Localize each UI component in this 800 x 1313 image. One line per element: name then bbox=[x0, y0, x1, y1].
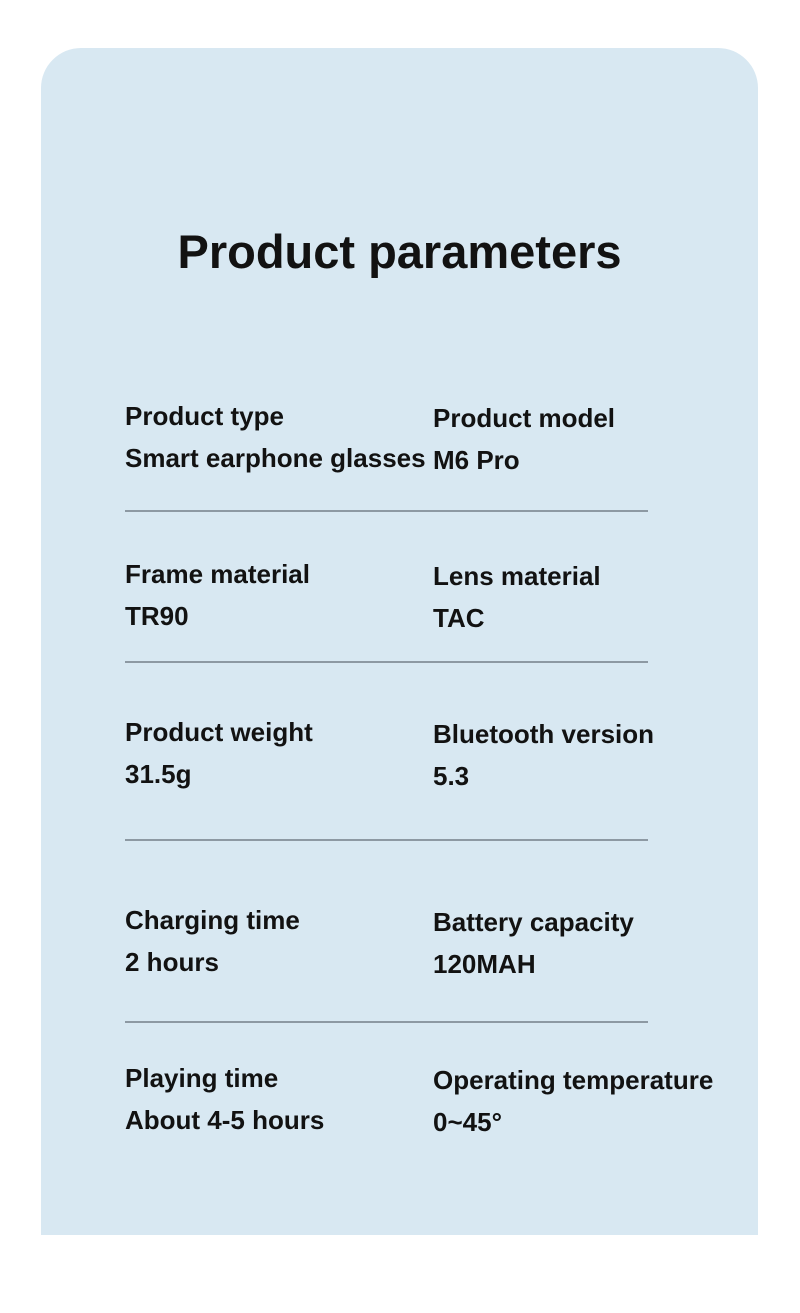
divider bbox=[125, 1021, 648, 1023]
spec-value-charging-time: 2 hours bbox=[125, 947, 219, 977]
spec-cell bbox=[125, 717, 433, 789]
spec-value-lens-material: TAC bbox=[433, 603, 485, 633]
spec-cell bbox=[433, 907, 758, 979]
spec-value-battery-capacity: 120MAH bbox=[433, 949, 536, 979]
page-title: Product parameters bbox=[177, 225, 622, 278]
spec-label-battery-capacity: Battery capacity bbox=[433, 907, 634, 937]
spec-value-bluetooth-version: 5.3 bbox=[433, 761, 470, 791]
spec-row-charging-battery bbox=[125, 905, 758, 977]
divider bbox=[125, 661, 648, 663]
spec-cell bbox=[433, 719, 758, 791]
spec-cell bbox=[125, 401, 433, 473]
spec-value-operating-temperature: 0~45° bbox=[433, 1107, 502, 1137]
spec-value-product-type: Smart earphone glasses bbox=[125, 443, 426, 473]
spec-row-materials bbox=[125, 559, 758, 631]
spec-cell bbox=[125, 905, 433, 977]
product-parameters-card bbox=[41, 48, 758, 1235]
spec-label-playing-time: Playing time bbox=[125, 1063, 279, 1093]
spec-label-lens-material: Lens material bbox=[433, 561, 601, 591]
spec-row-product-type bbox=[125, 401, 758, 473]
spec-label-bluetooth-version: Bluetooth version bbox=[433, 719, 655, 749]
spec-label-product-model: Product model bbox=[433, 403, 616, 433]
divider bbox=[125, 839, 648, 841]
spec-value-playing-time: About 4-5 hours bbox=[125, 1105, 325, 1135]
spec-row-weight-bluetooth bbox=[125, 717, 758, 789]
spec-row-playing-temperature bbox=[125, 1063, 758, 1135]
spec-label-frame-material: Frame material bbox=[125, 559, 310, 589]
spec-cell bbox=[433, 561, 758, 633]
spec-value-product-weight: 31.5g bbox=[125, 759, 192, 789]
spec-label-charging-time: Charging time bbox=[125, 905, 300, 935]
spec-label-product-weight: Product weight bbox=[125, 717, 313, 747]
spec-cell bbox=[125, 559, 433, 631]
spec-label-operating-temperature: Operating temperature bbox=[433, 1065, 714, 1095]
spec-cell bbox=[433, 403, 758, 475]
spec-cell bbox=[433, 1065, 758, 1137]
divider bbox=[125, 510, 648, 512]
spec-label-product-type: Product type bbox=[125, 401, 284, 431]
spec-value-product-model: M6 Pro bbox=[433, 445, 520, 475]
spec-cell bbox=[125, 1063, 433, 1135]
spec-value-frame-material: TR90 bbox=[125, 601, 189, 631]
